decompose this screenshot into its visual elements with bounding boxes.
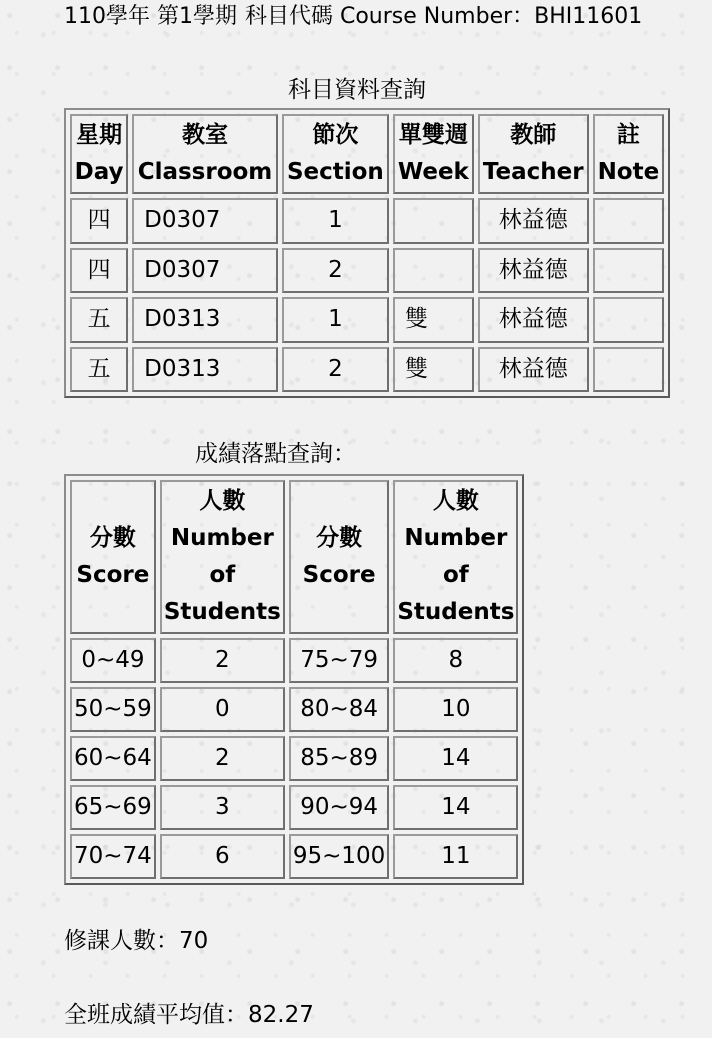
table-row — [70, 736, 518, 781]
col-note — [593, 114, 664, 194]
col-classroom-zh: 教室 — [181, 122, 228, 148]
col-teacher-zh: 教師 — [510, 122, 557, 148]
course-number-label: 科目代碼 Course Number： — [244, 4, 535, 29]
cell-classroom: D0307 — [132, 248, 278, 294]
col-student-count — [160, 480, 285, 634]
col-score-en: Score — [302, 562, 376, 588]
cell-student-count: 3 — [160, 785, 285, 830]
col-score — [70, 480, 156, 634]
cell-score-range: 80~84 — [289, 687, 389, 732]
cell-score-range: 95~100 — [289, 834, 389, 879]
col-count-en-3: Students — [163, 599, 281, 625]
table-row — [70, 785, 518, 830]
cell-student-count: 2 — [160, 736, 285, 781]
cell-note — [593, 297, 664, 343]
table-row — [70, 347, 664, 393]
col-week — [393, 114, 474, 194]
cell-week: 雙 — [393, 297, 474, 343]
col-score-en: Score — [76, 562, 150, 588]
cell-score-range: 90~94 — [289, 785, 389, 830]
class-average-value: 82.27 — [248, 1002, 314, 1028]
cell-student-count: 8 — [393, 638, 518, 683]
enrolled-count — [64, 927, 208, 955]
course-info-title: 科目資料查詢 — [288, 77, 426, 103]
cell-section: 2 — [282, 248, 389, 294]
col-day — [70, 114, 128, 194]
course-info-table — [64, 108, 670, 398]
cell-teacher: 林益德 — [478, 347, 589, 393]
page-header — [64, 3, 642, 31]
cell-score-range: 85~89 — [289, 736, 389, 781]
cell-note — [593, 198, 664, 244]
table-row — [70, 638, 518, 683]
col-count-zh: 人數 — [199, 488, 246, 514]
cell-day: 五 — [70, 347, 128, 393]
col-count-en-1: Number — [170, 525, 274, 551]
grade-distribution-table — [64, 474, 524, 885]
cell-section: 2 — [282, 347, 389, 393]
col-teacher-en: Teacher — [482, 159, 584, 185]
cell-week: 雙 — [393, 347, 474, 393]
col-count-en-1: Number — [404, 525, 508, 551]
col-score-zh: 分數 — [89, 525, 136, 551]
col-week-zh: 單雙週 — [398, 122, 468, 148]
cell-section: 1 — [282, 297, 389, 343]
class-average-label: 全班成績平均值： — [64, 1002, 248, 1028]
cell-section: 1 — [282, 198, 389, 244]
col-teacher — [478, 114, 589, 194]
cell-score-range: 60~64 — [70, 736, 156, 781]
cell-week — [393, 248, 474, 294]
cell-classroom: D0313 — [132, 297, 278, 343]
col-count-en-3: Students — [397, 599, 515, 625]
table-row — [70, 687, 518, 732]
cell-day: 四 — [70, 248, 128, 294]
col-count-en-2: of — [442, 562, 469, 588]
cell-score-range: 0~49 — [70, 638, 156, 683]
cell-student-count: 2 — [160, 638, 285, 683]
col-score — [289, 480, 389, 634]
grade-distribution-header-row — [70, 480, 518, 634]
class-average — [64, 1001, 314, 1029]
cell-day: 四 — [70, 198, 128, 244]
cell-student-count: 14 — [393, 736, 518, 781]
grade-distribution-title: 成績落點查詢： — [195, 441, 356, 467]
col-day-zh: 星期 — [76, 122, 123, 148]
col-score-zh: 分數 — [316, 525, 363, 551]
col-section — [282, 114, 389, 194]
cell-student-count: 6 — [160, 834, 285, 879]
col-classroom-en: Classroom — [137, 159, 273, 185]
cell-week — [393, 198, 474, 244]
col-week-en: Week — [397, 159, 469, 185]
col-count-zh: 人數 — [432, 488, 479, 514]
cell-teacher: 林益德 — [478, 198, 589, 244]
cell-score-range: 65~69 — [70, 785, 156, 830]
cell-teacher: 林益德 — [478, 248, 589, 294]
cell-classroom: D0307 — [132, 198, 278, 244]
col-section-en: Section — [286, 159, 384, 185]
cell-classroom: D0313 — [132, 347, 278, 393]
cell-score-range: 70~74 — [70, 834, 156, 879]
col-day-en: Day — [74, 159, 124, 185]
cell-student-count: 14 — [393, 785, 518, 830]
term-label: 110學年 第1學期 — [64, 4, 237, 29]
cell-student-count: 0 — [160, 687, 285, 732]
enrolled-count-label: 修課人數： — [64, 928, 179, 954]
cell-teacher: 林益德 — [478, 297, 589, 343]
cell-note — [593, 347, 664, 393]
cell-student-count: 10 — [393, 687, 518, 732]
cell-note — [593, 248, 664, 294]
col-count-en-2: of — [209, 562, 236, 588]
table-row — [70, 248, 664, 294]
col-section-zh: 節次 — [312, 122, 359, 148]
table-row — [70, 834, 518, 879]
col-student-count — [393, 480, 518, 634]
course-number-value: BHI11601 — [534, 4, 643, 29]
cell-student-count: 11 — [393, 834, 518, 879]
col-note-en: Note — [597, 159, 660, 185]
col-classroom — [132, 114, 278, 194]
table-row — [70, 198, 664, 244]
cell-day: 五 — [70, 297, 128, 343]
cell-score-range: 50~59 — [70, 687, 156, 732]
course-info-header-row — [70, 114, 664, 194]
enrolled-count-value: 70 — [179, 928, 209, 954]
table-row — [70, 297, 664, 343]
cell-score-range: 75~79 — [289, 638, 389, 683]
col-note-zh: 註 — [616, 122, 640, 148]
